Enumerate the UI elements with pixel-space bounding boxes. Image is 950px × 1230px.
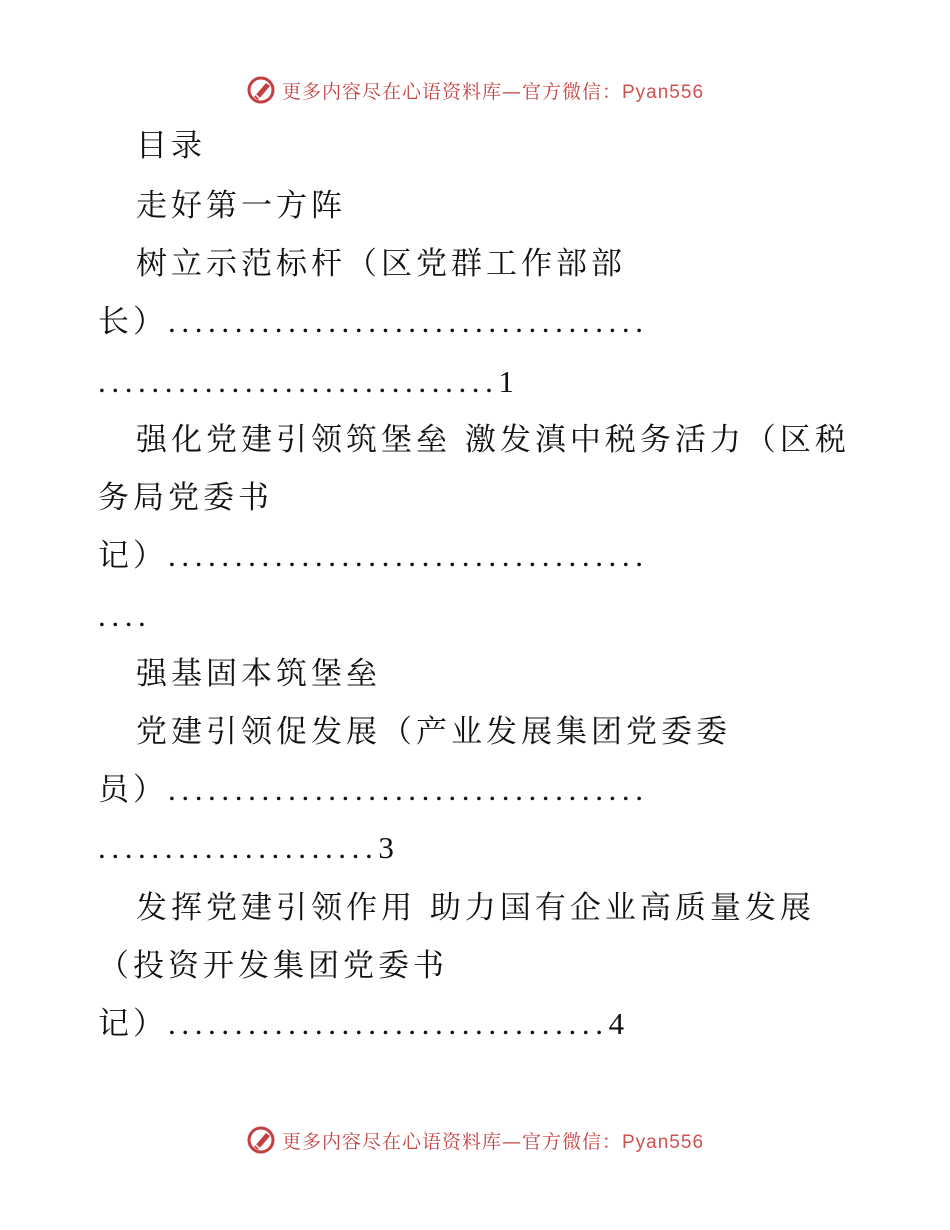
- watermark-prefix: 更多内容尽在心语资料库: [281, 80, 502, 103]
- toc-entry-4-line-2: （投资开发集团党委书: [98, 948, 448, 984]
- watermark-text: [282, 1127, 704, 1154]
- pen-circle-logo-icon: [246, 1125, 276, 1155]
- watermark-text: [282, 77, 704, 104]
- toc-entry-4-line-1: 发挥党建引领作用 助力国有企业高质量发展: [136, 890, 815, 926]
- toc-entry-4-text: 记）: [98, 1006, 168, 1042]
- toc-entry-1-page: 1: [498, 364, 514, 399]
- watermark-official: 官方微信：: [521, 80, 622, 103]
- toc-leader-dots: ..............................: [98, 364, 499, 399]
- toc-leader-dots: .................................: [168, 1006, 609, 1041]
- toc-entry-3-line-3: [98, 828, 394, 868]
- toc-entry-1-text: 长）: [98, 304, 168, 340]
- toc-entry-2-text: 记）: [98, 538, 168, 574]
- toc-entry-2-line-3: [98, 536, 649, 576]
- toc-entry-3-page: 3: [378, 830, 394, 865]
- toc-leader-dots: ....................................: [168, 538, 649, 573]
- toc-entry-3-text: 员）: [98, 772, 168, 808]
- toc-leader-dots: .....................: [98, 830, 379, 865]
- toc-entry-1-line-3: [98, 362, 514, 402]
- watermark-prefix: 更多内容尽在心语资料库: [281, 1130, 502, 1153]
- watermark-dash: —: [501, 80, 522, 103]
- toc-leader-dots: ....................................: [168, 304, 649, 339]
- toc-entry-2-line-4: [98, 596, 151, 636]
- pen-circle-logo-icon: [246, 75, 276, 105]
- toc-entry-2-line-1: 强化党建引领筑堡垒 激发滇中税务活力（区税: [136, 422, 850, 458]
- watermark-official: 官方微信：: [521, 1130, 622, 1153]
- toc-entry-3-line-2: [98, 770, 649, 810]
- toc-entry-1-line-2: [98, 302, 649, 342]
- watermark-id: Pyan556: [622, 1131, 705, 1153]
- toc-section-2: 强基固本筑堡垒: [136, 656, 381, 692]
- toc-entry-3-line-1: 党建引领促发展（产业发展集团党委委: [136, 714, 731, 750]
- watermark-id: Pyan556: [622, 81, 705, 103]
- watermark-banner-top: [0, 70, 950, 110]
- toc-entry-4-page: 4: [608, 1006, 625, 1041]
- toc-title: 目录: [136, 128, 206, 164]
- toc-entry-1-line-1: 树立示范标杆（区党群工作部部: [136, 246, 626, 282]
- toc-leader-dots: ....................................: [168, 772, 649, 807]
- toc-entry-4-line-3: [98, 1004, 624, 1044]
- watermark-dash: —: [501, 1130, 522, 1153]
- toc-entry-2-line-2: 务局党委书: [98, 480, 273, 516]
- toc-section-1: 走好第一方阵: [136, 188, 346, 224]
- toc-leader-dots: ....: [98, 598, 152, 633]
- watermark-banner-bottom: [0, 1120, 950, 1160]
